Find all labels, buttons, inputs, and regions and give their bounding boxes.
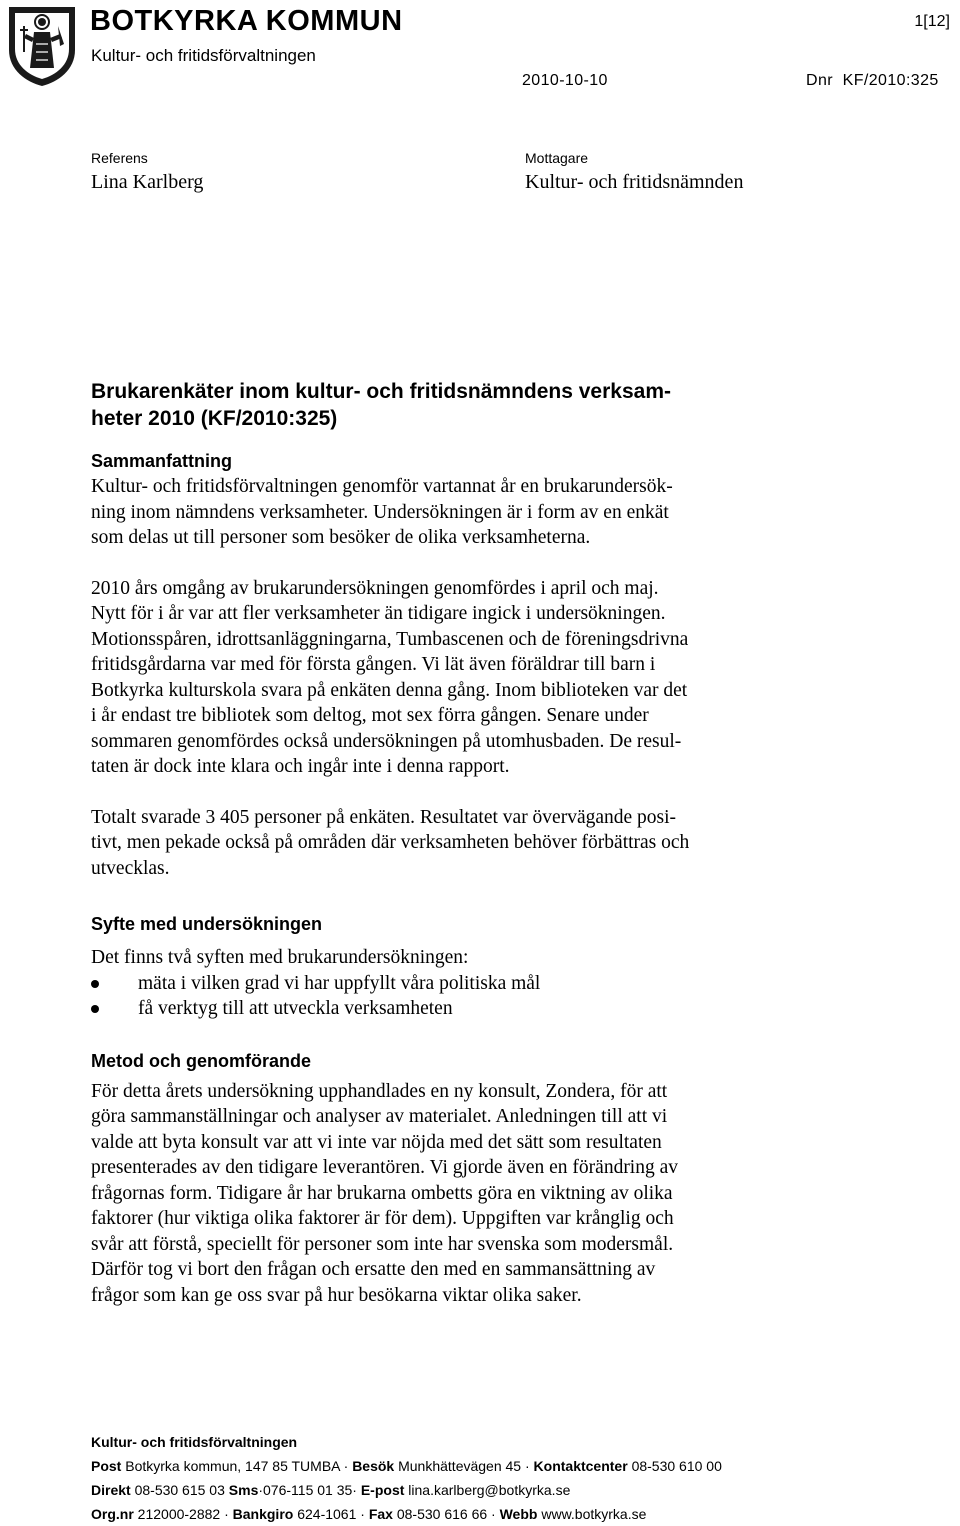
recipient-name: Kultur- och fritidsnämnden	[525, 171, 744, 193]
list-item	[91, 996, 821, 1022]
orgnr-label: Org.nr	[91, 1506, 134, 1522]
municipal-crest-icon	[6, 4, 78, 88]
bullet-icon	[91, 1005, 99, 1013]
direct-label: Direkt	[91, 1482, 131, 1498]
text-line: ning inom nämndens verksamheter. Undersökningen är i form av en enkät	[91, 501, 669, 523]
contact-label: Kontaktcenter	[533, 1458, 628, 1474]
summary-paragraph-2	[91, 576, 821, 780]
purpose-intro: Det finns två syften med brukarundersökningen:	[91, 947, 469, 968]
brand-title: BOTKYRKA KOMMUN	[90, 5, 403, 37]
text-line: Botkyrka kulturskola svara på enkäten denna gång. Inom biblioteken var det	[91, 679, 688, 701]
footer-contact-line	[91, 1478, 722, 1502]
list-item-text: mäta i vilken grad vi har uppfyllt våra politiska mål	[138, 972, 541, 994]
list-item	[91, 971, 821, 997]
orgnr-value: 212000-2882 ·	[137, 1506, 229, 1522]
summary-paragraph-1	[91, 474, 821, 551]
document-body	[91, 378, 821, 1308]
document-date: 2010-10-10	[522, 72, 608, 89]
email-label: E-post	[360, 1482, 405, 1498]
list-item-text: få verktyg till att utveckla verksamheten	[138, 998, 453, 1019]
email-link[interactable]: lina.karlberg@botkyrka.se	[408, 1482, 571, 1498]
text-line: göra sammanställningar och analyser av materialet. Anledningen till att vi	[91, 1106, 668, 1127]
text-line: faktorer (hur viktiga olika faktorer är för dem). Uppgiften var krånglig och	[91, 1208, 674, 1229]
text-line: sommaren genomfördes också undersökningen på utomhusbaden. De resul-	[91, 730, 682, 752]
text-line: taten är dock inte klara och ingår inte i denna rapport.	[91, 756, 510, 777]
footer-address-line	[91, 1454, 722, 1478]
text-line: utvecklas.	[91, 857, 170, 879]
title-line: heter 2010 (KF/2010:325)	[91, 407, 338, 430]
text-line: Nytt för i år var att fler verksamheter än tidigare ingick i undersökningen.	[91, 603, 666, 624]
text-line: som delas ut till personer som besöker de olika verksamheterna.	[91, 527, 591, 548]
footer-org: Kultur- och fritidsförvaltningen	[91, 1434, 298, 1450]
summary-paragraph-3	[91, 805, 821, 882]
footer	[91, 1430, 722, 1526]
text-line: svår att förstå, speciellt för personer som inte har svenska som modersmål.	[91, 1233, 674, 1255]
bullet-icon	[91, 980, 99, 988]
page-number: 1[12]	[914, 13, 950, 30]
web-label: Webb	[499, 1506, 538, 1522]
text-line: För detta årets undersökning upphandlades en ny konsult, Zondera, för att	[91, 1080, 668, 1102]
document-title	[91, 378, 821, 432]
web-link[interactable]: www.botkyrka.se	[541, 1506, 647, 1522]
document-number: Dnr KF/2010:325	[806, 72, 939, 89]
reference-name: Lina Karlberg	[91, 171, 204, 193]
post-label: Post	[91, 1458, 122, 1474]
text-line: frågornas form. Tidigare år har brukarna ombetts göra en viktning av olika	[91, 1182, 673, 1204]
text-line: fritidsgårdarna var med för första gången. Vi lät även föräldrar till barn i	[91, 654, 656, 675]
text-line: i år endast tre bibliotek som deltog, mot sex förra gången. Senare under	[91, 705, 649, 726]
text-line: tivt, men pekade också på områden där verksamheten behöver förbättras och	[91, 832, 690, 853]
direct-number: 08-530 615 03	[134, 1482, 225, 1498]
text-line: frågor som kan ge oss svar på hur besökarna viktar olika saker.	[91, 1284, 582, 1306]
purpose-heading: Syfte med undersökningen	[91, 914, 323, 934]
text-line: valde att byta konsult var att vi inte var nöjda med det sätt som resultaten	[91, 1131, 662, 1153]
purpose-list	[91, 971, 821, 1022]
title-line: Brukarenkäter inom kultur- och fritidsnämndens verksam-	[91, 380, 671, 403]
bankgiro-value: 624-1061 ·	[297, 1506, 365, 1522]
method-heading: Metod och genomförande	[91, 1050, 311, 1071]
fax-number: 08-530 616 66 ·	[396, 1506, 496, 1522]
reference-label: Referens	[91, 150, 148, 166]
visit-label: Besök	[352, 1458, 395, 1474]
text-line: Därför tog vi bort den frågan och ersatte den med en sammansättning av	[91, 1259, 656, 1280]
summary-heading: Sammanfattning	[91, 451, 233, 471]
post-address: Botkyrka kommun, 147 85 TUMBA ·	[125, 1458, 349, 1474]
text-line: Totalt svarade 3 405 personer på enkäten. Resultatet var övervägande posi-	[91, 806, 677, 828]
visit-address: Munkhättevägen 45 ·	[398, 1458, 530, 1474]
text-line: presenterades av den tidigare leverantören. Vi gjorde även en förändring av	[91, 1157, 679, 1178]
bankgiro-label: Bankgiro	[232, 1506, 294, 1522]
text-line: Kultur- och fritidsförvaltningen genomför vartannat år en brukarundersök-	[91, 476, 673, 497]
sms-number: ·076-115 01 35·	[258, 1482, 357, 1498]
fax-label: Fax	[368, 1506, 393, 1522]
method-paragraph	[91, 1079, 821, 1309]
contact-number: 08-530 610 00	[631, 1458, 722, 1474]
text-line: 2010 års omgång av brukarundersökningen genomfördes i april och maj.	[91, 577, 659, 599]
sms-label: Sms	[228, 1482, 259, 1498]
recipient-label: Mottagare	[525, 150, 589, 166]
department-name: Kultur- och fritidsförvaltningen	[91, 46, 316, 65]
footer-org-line	[91, 1502, 722, 1526]
text-line: Motionsspåren, idrottsanläggningarna, Tumbascenen och de föreningsdrivna	[91, 628, 689, 650]
